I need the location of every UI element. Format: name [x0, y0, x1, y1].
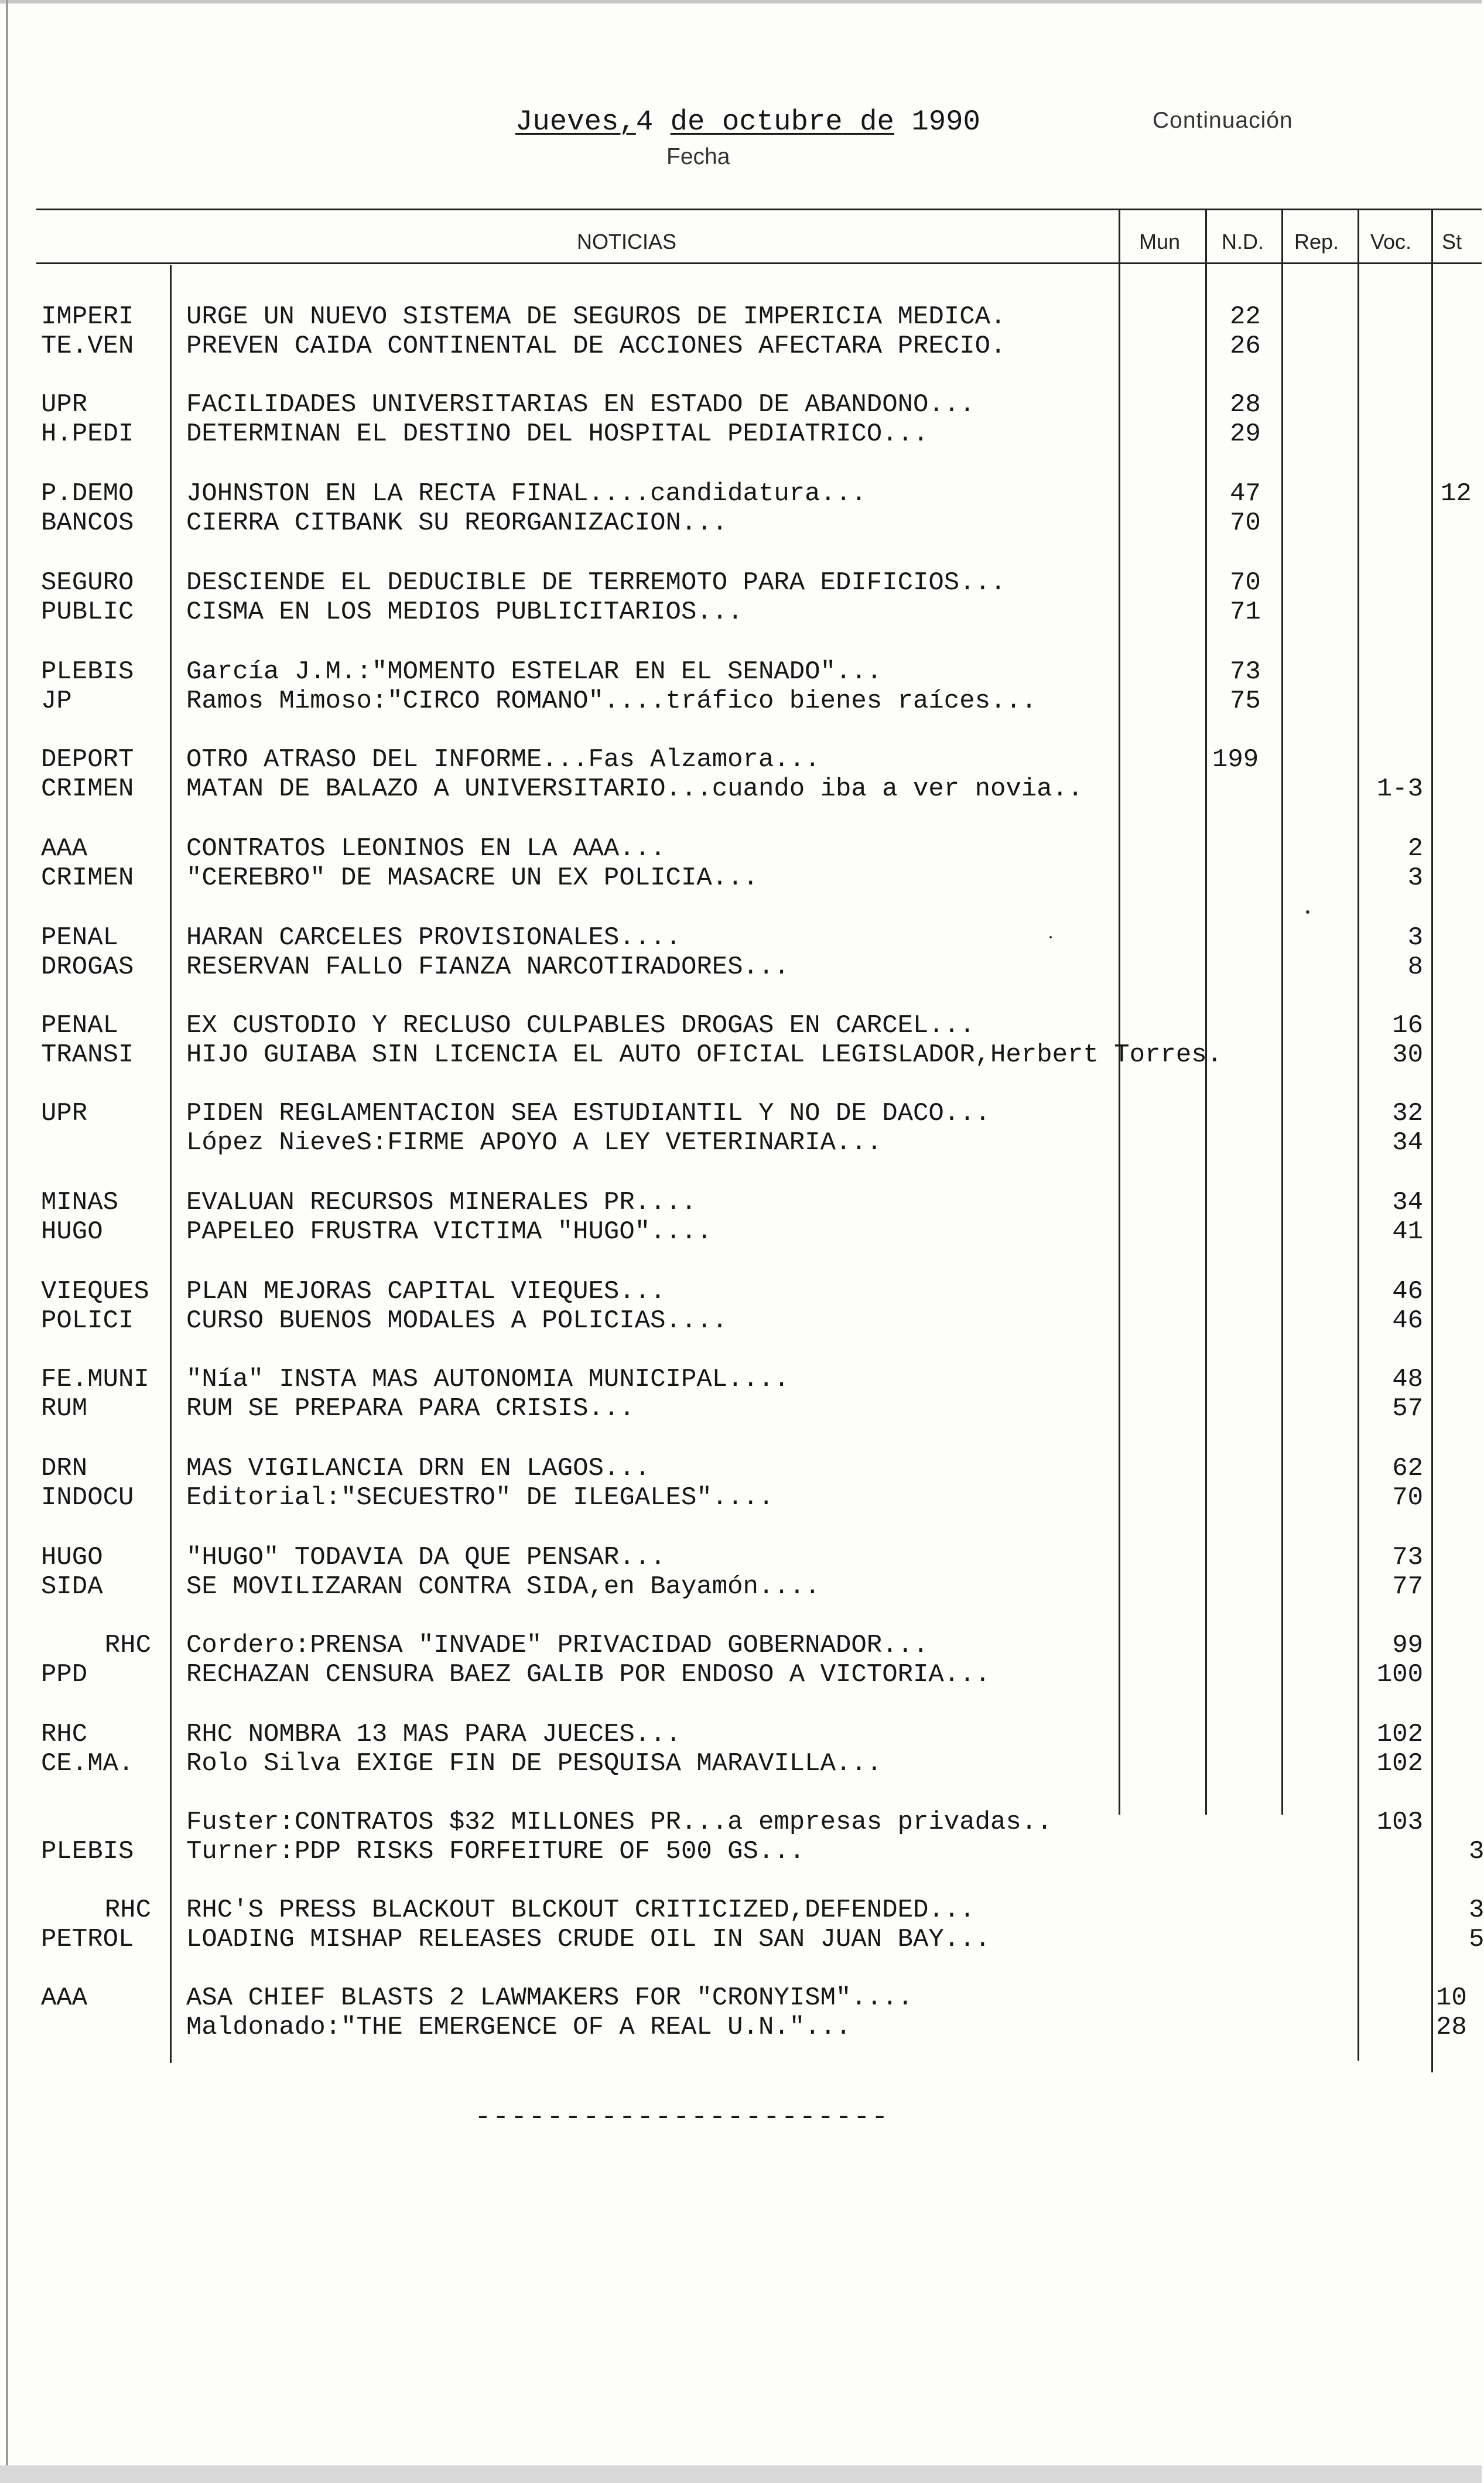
voc-value: 46: [1392, 1277, 1423, 1306]
section-code: PETROL: [41, 1925, 134, 1954]
headline: RUM SE PREPARA PARA CRISIS...: [186, 1394, 635, 1423]
table-row: [0, 1099, 1482, 1128]
table-row: [0, 479, 1482, 508]
voc-value: 62: [1392, 1454, 1423, 1483]
fecha-label: Fecha: [666, 144, 730, 169]
table-row: [0, 1925, 1482, 1954]
voc-value: 3: [1407, 863, 1423, 893]
scan-speck: [1306, 910, 1309, 914]
headline: PAPELEO FRUSTRA VICTIMA "HUGO"....: [186, 1217, 712, 1246]
headline: Cordero:PRENSA "INVADE" PRIVACIDAD GOBERNADOR...: [186, 1631, 929, 1660]
nd-value: 70: [1230, 508, 1261, 538]
section-code: DROGAS: [41, 952, 134, 982]
table-row: [0, 1483, 1482, 1512]
section-code: HUGO: [41, 1217, 103, 1246]
table-row: [0, 952, 1482, 982]
table-row: [0, 1720, 1482, 1749]
table-row: [0, 1011, 1482, 1040]
table-row: [0, 834, 1482, 863]
table-row: [0, 657, 1482, 687]
section-code: PENAL: [41, 923, 119, 952]
headline: "Nía" INSTA MAS AUTONOMIA MUNICIPAL....: [186, 1365, 789, 1394]
table-row: [0, 1365, 1482, 1394]
table-row: [0, 1543, 1482, 1572]
headline: URGE UN NUEVO SISTEMA DE SEGUROS DE IMPERICIA MEDICA.: [186, 302, 1006, 332]
headline: MAS VIGILANCIA DRN EN LAGOS...: [186, 1454, 651, 1483]
voc-value: 70: [1392, 1483, 1423, 1512]
table-row: [0, 419, 1482, 449]
end-separator: -----------------------: [474, 2102, 890, 2133]
headline: OTRO ATRASO DEL INFORME...Fas Alzamora...: [186, 745, 820, 774]
table-row: [0, 1631, 1482, 1660]
section-code: PLEBIS: [41, 1837, 134, 1866]
table-row: [0, 1040, 1482, 1070]
scan-bottom-edge: [0, 2465, 1482, 2483]
table-row: [0, 390, 1482, 419]
nd-value: 71: [1230, 597, 1261, 627]
voc-value: 57: [1392, 1394, 1423, 1423]
voc-value: 48: [1392, 1365, 1423, 1394]
section-code: RUM: [41, 1394, 88, 1423]
section-code: AAA: [41, 834, 88, 863]
voc-value: 2: [1407, 834, 1423, 863]
section-code: PENAL: [41, 1011, 119, 1040]
voc-value: 32: [1392, 1099, 1423, 1128]
headline: Turner:PDP RISKS FORFEITURE OF 500 GS...: [186, 1837, 805, 1866]
nd-value: 29: [1230, 419, 1261, 449]
table-row: [0, 1837, 1482, 1866]
section-code: H.PEDI: [41, 419, 134, 449]
headline: HARAN CARCELES PROVISIONALES....: [186, 923, 681, 952]
voc-value: 41: [1392, 1217, 1423, 1246]
nd-value: 47: [1230, 479, 1261, 508]
section-code: PLEBIS: [41, 657, 134, 687]
voc-value: 100: [1376, 1660, 1423, 1689]
table-row: [0, 568, 1482, 597]
section-code: IMPERI: [41, 302, 134, 332]
st-value: 28: [1436, 2013, 1467, 2042]
voc-value: 8: [1407, 952, 1423, 982]
section-code: HUGO: [41, 1543, 103, 1572]
voc-value: 102: [1376, 1749, 1423, 1778]
date-line: Jueves,4 de octubre de 1990: [515, 105, 980, 138]
headline: RHC'S PRESS BLACKOUT BLCKOUT CRITICIZED,DEFENDED...: [186, 1895, 975, 1925]
section-code: PUBLIC: [41, 597, 134, 627]
section-code: RHC: [104, 1895, 151, 1925]
section-code: UPR: [41, 390, 88, 419]
section-code: MINAS: [41, 1188, 119, 1217]
nd-value: 70: [1230, 568, 1261, 597]
headline: CISMA EN LOS MEDIOS PUBLICITARIOS...: [186, 597, 743, 627]
scan-speck: [1049, 936, 1052, 938]
headline: CURSO BUENOS MODALES A POLICIAS....: [186, 1306, 728, 1336]
voc-value: 103: [1376, 1808, 1423, 1837]
table-row: [0, 1749, 1482, 1778]
nd-value: 199: [1212, 745, 1259, 774]
table-header-rule: [36, 262, 1482, 264]
st-value: 12: [1441, 479, 1472, 508]
section-code: RHC: [104, 1631, 151, 1660]
table-row: [0, 923, 1482, 952]
table-row: [0, 508, 1482, 538]
headline: DETERMINAN EL DESTINO DEL HOSPITAL PEDIATRICO...: [186, 419, 929, 449]
headline: Maldonado:"THE EMERGENCE OF A REAL U.N."...: [186, 2013, 852, 2042]
st-value: 5: [1469, 1925, 1484, 1954]
headline: LOADING MISHAP RELEASES CRUDE OIL IN SAN JUAN BAY...: [186, 1925, 991, 1954]
table-row: [0, 1188, 1482, 1217]
table-row: [0, 597, 1482, 627]
st-value: 10: [1436, 1983, 1467, 2013]
page-top-edge: [0, 0, 1482, 4]
voc-value: 1-3: [1376, 774, 1423, 804]
table-row: [0, 1660, 1482, 1689]
voc-value: 34: [1392, 1128, 1423, 1157]
headline: FACILIDADES UNIVERSITARIAS EN ESTADO DE ABANDONO...: [186, 390, 975, 419]
column-header-st: St: [1442, 230, 1462, 254]
headline: JOHNSTON EN LA RECTA FINAL....candidatura...: [186, 479, 867, 508]
headline: "HUGO" TODAVIA DA QUE PENSAR...: [186, 1543, 666, 1572]
headline: RECHAZAN CENSURA BAEZ GALIB POR ENDOSO A VICTORIA...: [186, 1660, 991, 1689]
column-header-nd: N.D.: [1222, 230, 1264, 254]
headline: EX CUSTODIO Y RECLUSO CULPABLES DROGAS EN CARCEL...: [186, 1011, 975, 1040]
headline: Ramos Mimoso:"CIRCO ROMANO"....tráfico bienes raíces...: [186, 687, 1037, 716]
table-row: [0, 1277, 1482, 1306]
table-row: [0, 687, 1482, 716]
table-row: [0, 745, 1482, 774]
table-row: [0, 1983, 1482, 2013]
headline: Editorial:"SECUESTRO" DE ILEGALES"....: [186, 1483, 774, 1512]
table-row: [0, 1895, 1482, 1925]
section-code: DEPORT: [41, 745, 134, 774]
table-row: [0, 863, 1482, 893]
voc-value: 99: [1392, 1631, 1423, 1660]
section-code: SEGURO: [41, 568, 134, 597]
headline: PREVEN CAIDA CONTINENTAL DE ACCIONES AFECTARA PRECIO.: [186, 332, 1006, 361]
voc-value: 3: [1407, 923, 1423, 952]
section-code: SIDA: [41, 1572, 103, 1601]
section-code: CRIMEN: [41, 774, 134, 804]
headline: SE MOVILIZARAN CONTRA SIDA,en Bayamón....: [186, 1572, 820, 1601]
headline: DESCIENDE EL DEDUCIBLE DE TERREMOTO PARA EDIFICIOS...: [186, 568, 1006, 597]
voc-value: 102: [1376, 1720, 1423, 1749]
headline: PLAN MEJORAS CAPITAL VIEQUES...: [186, 1277, 666, 1306]
st-value: 3: [1469, 1837, 1484, 1866]
nd-value: 28: [1230, 390, 1261, 419]
table-row: [0, 302, 1482, 332]
section-code: VIEQUES: [41, 1277, 149, 1306]
headline: Rolo Silva EXIGE FIN DE PESQUISA MARAVILLA...: [186, 1749, 883, 1778]
column-header-voc: Voc.: [1370, 230, 1412, 254]
table-row: [0, 2013, 1482, 2042]
table-row: [0, 1808, 1482, 1837]
voc-value: 16: [1392, 1011, 1423, 1040]
section-code: DRN: [41, 1454, 88, 1483]
headline: EVALUAN RECURSOS MINERALES PR....: [186, 1188, 697, 1217]
section-code: AAA: [41, 1983, 88, 2013]
section-code: CRIMEN: [41, 863, 134, 893]
section-code: UPR: [41, 1099, 88, 1128]
voc-value: 30: [1392, 1040, 1423, 1070]
table-row: [0, 1306, 1482, 1336]
section-code: POLICI: [41, 1306, 134, 1336]
headline: RESERVAN FALLO FIANZA NARCOTIRADORES...: [186, 952, 789, 982]
nd-value: 73: [1230, 657, 1261, 687]
headline: PIDEN REGLAMENTACION SEA ESTUDIANTIL Y NO DE DACO...: [186, 1099, 991, 1128]
headline: RHC NOMBRA 13 MAS PARA JUECES...: [186, 1720, 681, 1749]
st-value: 3: [1469, 1895, 1484, 1925]
table-row: [0, 1454, 1482, 1483]
voc-value: 34: [1392, 1188, 1423, 1217]
nd-value: 26: [1230, 332, 1261, 361]
section-code: RHC: [41, 1720, 88, 1749]
column-header-mun: Mun: [1139, 230, 1181, 254]
nd-value: 22: [1230, 302, 1261, 332]
column-header-noticias: NOTICIAS: [577, 230, 677, 254]
headline: Fuster:CONTRATOS $32 MILLONES PR...a empresas privadas..: [186, 1808, 1052, 1837]
section-code: BANCOS: [41, 508, 134, 538]
table-row: [0, 1217, 1482, 1246]
continuacion-label: Continuación: [1153, 108, 1293, 133]
table-row: [0, 1394, 1482, 1423]
table-row: [0, 1128, 1482, 1157]
nd-value: 75: [1230, 687, 1261, 716]
section-code: CE.MA.: [41, 1749, 134, 1778]
table-row: [0, 1572, 1482, 1601]
column-header-rep: Rep.: [1294, 230, 1339, 254]
headline: CONTRATOS LEONINOS EN LA AAA...: [186, 834, 666, 863]
section-code: PPD: [41, 1660, 88, 1689]
section-code: TE.VEN: [41, 332, 134, 361]
voc-value: 73: [1392, 1543, 1423, 1572]
headline: CIERRA CITBANK SU REORGANIZACION...: [186, 508, 728, 538]
headline: "CEREBRO" DE MASACRE UN EX POLICIA...: [186, 863, 758, 893]
section-code: FE.MUNI: [41, 1365, 149, 1394]
table-row: [0, 774, 1482, 804]
headline: MATAN DE BALAZO A UNIVERSITARIO...cuando iba a ver novia..: [186, 774, 1083, 804]
headline: García J.M.:"MOMENTO ESTELAR EN EL SENADO"...: [186, 657, 883, 687]
section-code: JP: [41, 687, 72, 716]
headline: López NieveS:FIRME APOYO A LEY VETERINARIA...: [186, 1128, 883, 1157]
table-top-rule: [36, 209, 1482, 210]
headline: HIJO GUIABA SIN LICENCIA EL AUTO OFICIAL LEGISLADOR,Herbert Torres.: [186, 1040, 1223, 1070]
voc-value: 46: [1392, 1306, 1423, 1336]
table-row: [0, 332, 1482, 361]
section-code: TRANSI: [41, 1040, 134, 1070]
voc-value: 77: [1392, 1572, 1423, 1601]
section-code: INDOCU: [41, 1483, 134, 1512]
headline: ASA CHIEF BLASTS 2 LAWMAKERS FOR "CRONYISM"....: [186, 1983, 914, 2013]
section-code: P.DEMO: [41, 479, 134, 508]
